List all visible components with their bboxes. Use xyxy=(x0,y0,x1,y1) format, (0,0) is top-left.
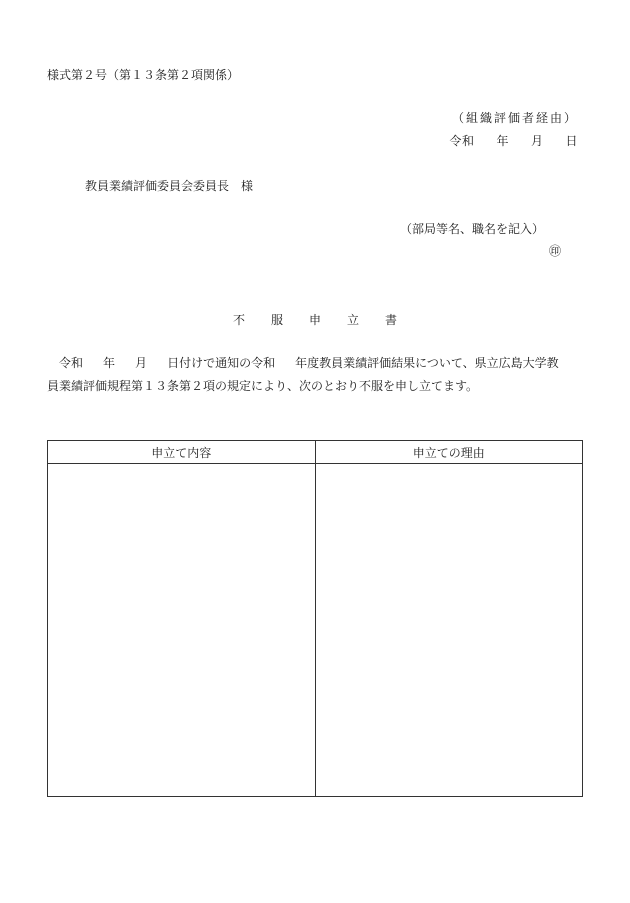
body-fiscal-year: 年度教員業績評価結果について、県立広島大学教 xyxy=(295,356,559,370)
appeal-table-body-row xyxy=(48,464,583,797)
title-char: 立 xyxy=(347,313,360,327)
body-line-1 xyxy=(47,352,583,375)
routing-note: （組織評価者経由） xyxy=(451,111,578,125)
title-char: 服 xyxy=(270,313,283,327)
date-month: 月 xyxy=(530,134,544,148)
form-number: 様式第２号（第１３条第２項関係） xyxy=(47,68,240,82)
appeal-reason-field[interactable] xyxy=(315,464,583,797)
date-era: 令和 xyxy=(449,134,475,148)
body-month: 月 xyxy=(135,356,148,370)
appeal-reason-header: 申立ての理由 xyxy=(315,441,583,464)
addressee: 教員業績評価委員会委員長 様 xyxy=(85,179,254,193)
body-line-2: 員業績評価規程第１３条第２項の規定により、次のとおり不服を申し立てます。 xyxy=(47,379,479,393)
appeal-table xyxy=(47,440,583,797)
body-era: 令和 xyxy=(59,356,84,370)
applicant-label: （部局等名、職名を記入） xyxy=(399,222,544,236)
appeal-content-header: 申立て内容 xyxy=(48,441,316,464)
title-char: 申 xyxy=(308,313,321,327)
body-notice-date: 日付けで通知の令和 xyxy=(167,356,276,370)
appeal-content-field[interactable] xyxy=(48,464,316,797)
document-title xyxy=(0,313,630,327)
date-day: 日 xyxy=(565,134,578,148)
title-char: 不 xyxy=(232,313,245,327)
seal-mark: ㊞ xyxy=(548,244,561,258)
body-year: 年 xyxy=(103,356,116,370)
title-char: 書 xyxy=(385,313,398,327)
body-paragraph xyxy=(47,352,583,398)
date-year: 年 xyxy=(496,134,509,148)
appeal-table-header-row xyxy=(48,441,583,464)
date-line xyxy=(449,134,578,148)
